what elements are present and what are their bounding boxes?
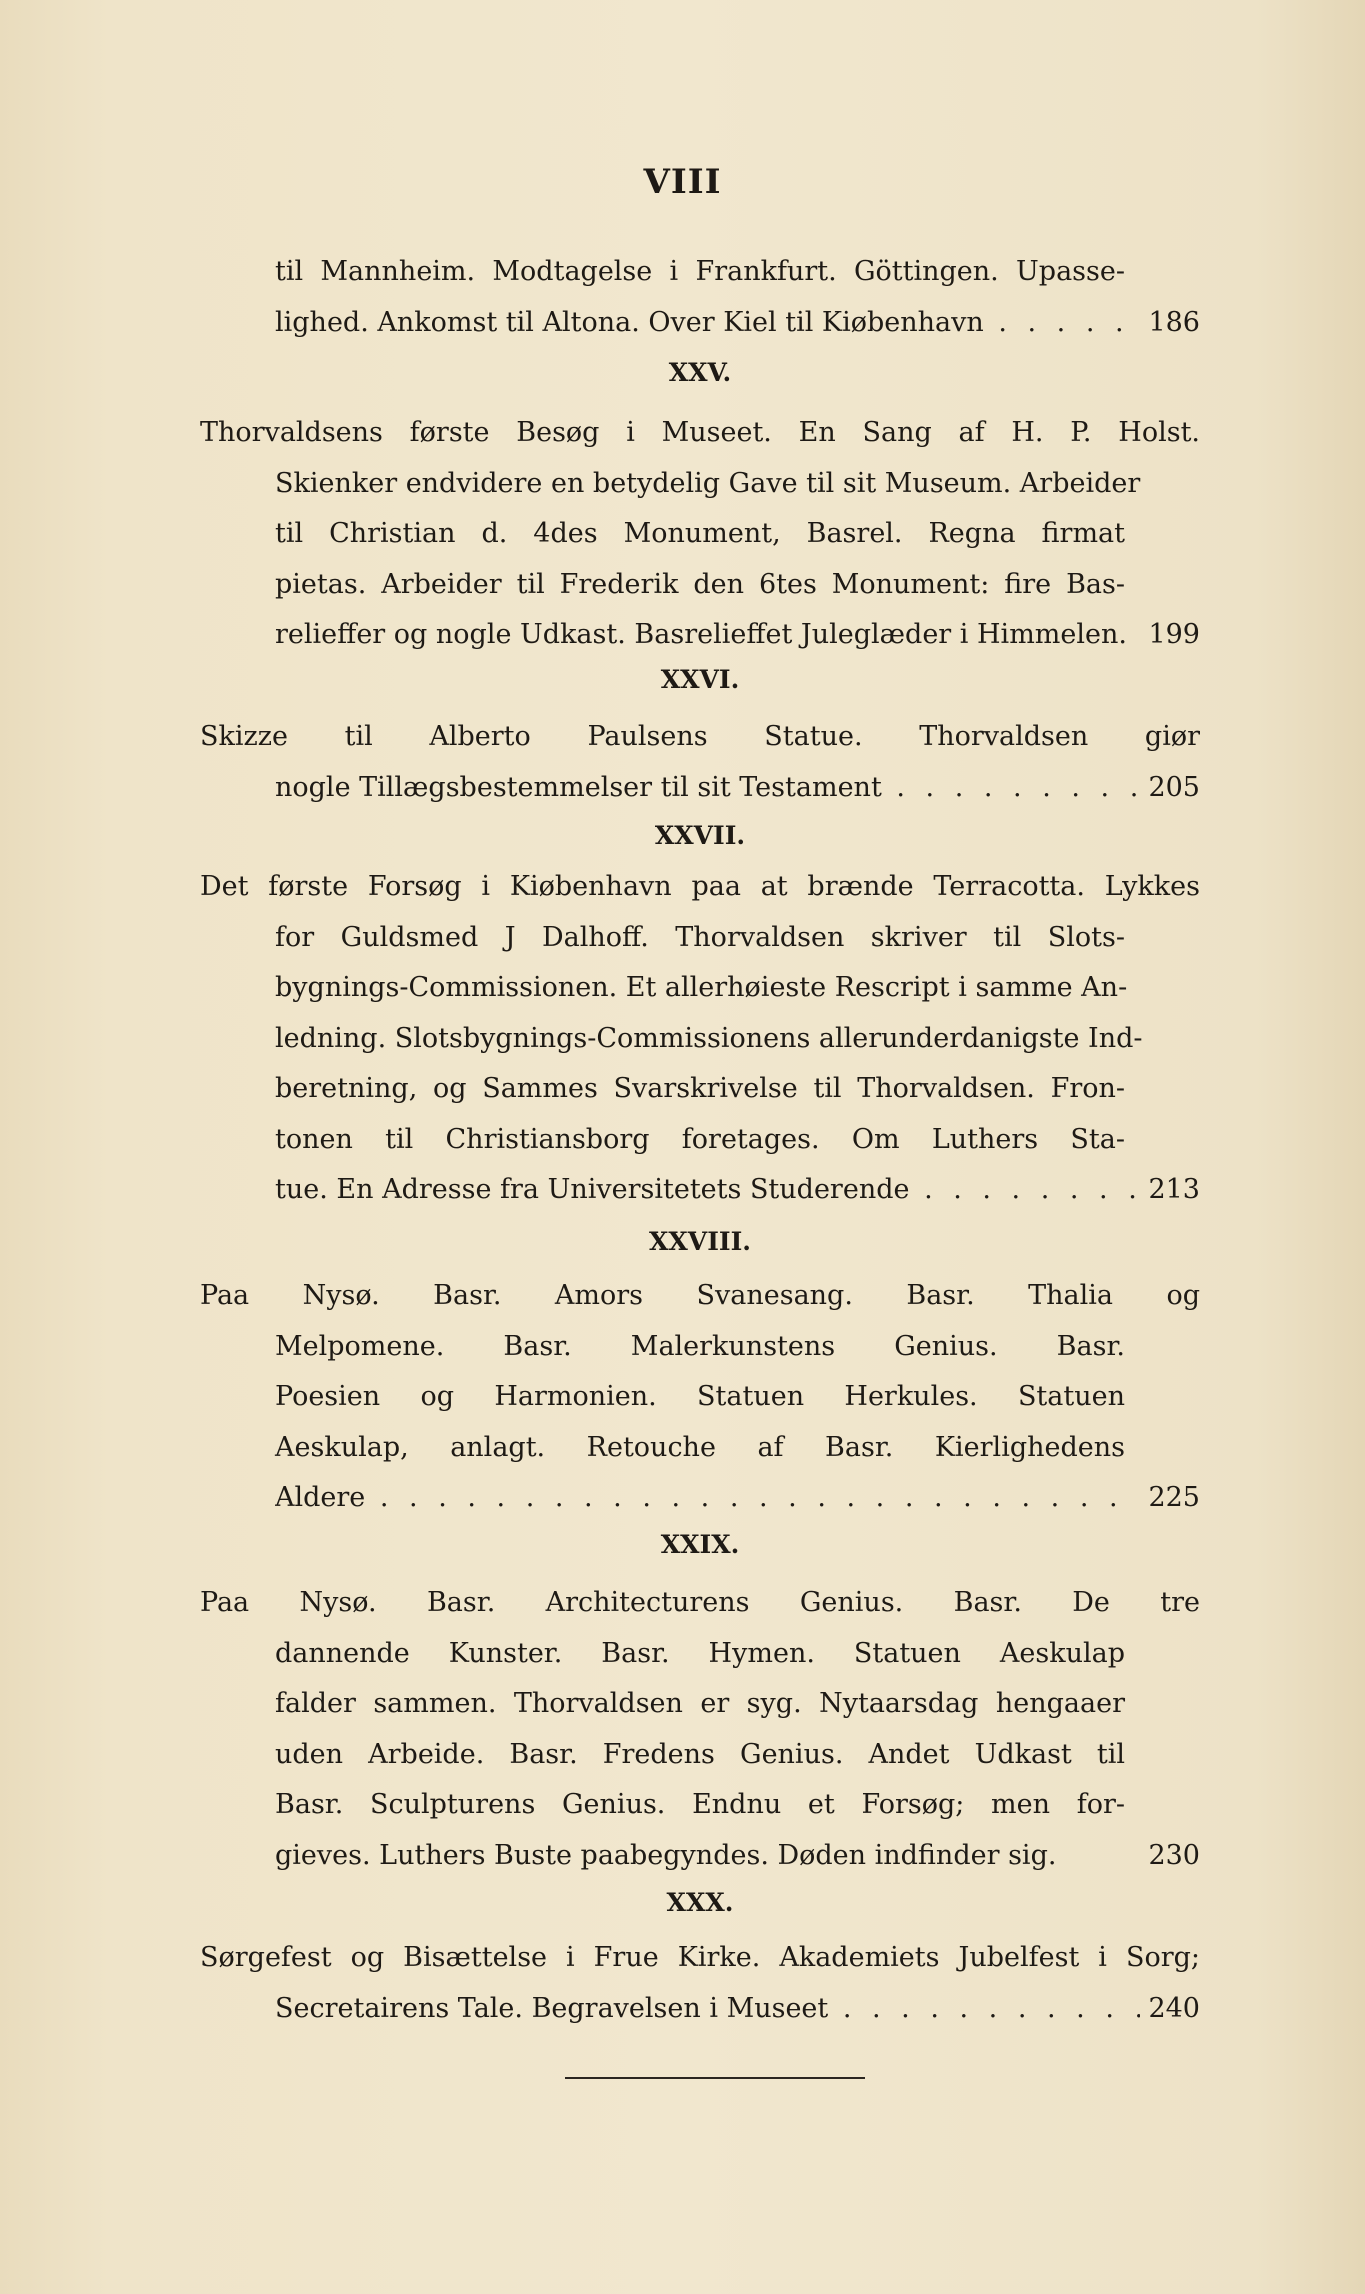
toc-line-last: relieffer og nogle Udkast. Basrelieffet Juleglæder i Himmelen. 199 [200, 610, 1200, 661]
toc-line: Skizze til Alberto Paulsens Statue. Thorvaldsen giør [200, 721, 1200, 752]
chapter-heading-xxvi: XXVI. [660, 665, 740, 694]
toc-entry-continued [200, 247, 1200, 348]
toc-entry-xxvii [200, 862, 1200, 1216]
toc-line: Aeskulap, anlagt. Retouche af Basr. Kierlighedens [275, 1431, 1125, 1463]
toc-page-ref: 199 [1148, 619, 1200, 650]
toc-line: til Christian d. 4des Monument, Basrel. Regna firmat [275, 518, 1125, 549]
toc-line: Paa Nysø. Basr. Architecturens Genius. Basr. De tre [200, 1587, 1200, 1618]
toc-line: pietas. Arbeider til Frederik den 6tes Monument: fire Bas- [275, 568, 1125, 600]
toc-line: bygnings-Commissionen. Et allerhøieste Rescript i samme An- [275, 972, 1128, 1003]
toc-line: Thorvaldsens første Besøg i Museet. En Sang af H. P. Holst. [200, 417, 1200, 448]
toc-line-last: gieves. Luthers Buste paabegyndes. Døden indfinder sig. 230 [200, 1831, 1200, 1882]
toc-entry-xxv [200, 408, 1200, 661]
toc-line: Skienker endvidere en betydelig Gave til sit Museum. Arbeider [275, 467, 1141, 499]
toc-line: falder sammen. Thorvaldsen er syg. Nytaarsdag hengaaer [275, 1688, 1125, 1719]
chapter-heading-xxvii: XXVII. [654, 821, 746, 850]
toc-line: tonen til Christiansborg foretages. Om Luthers Sta- [275, 1123, 1125, 1155]
toc-entry-xxix [200, 1578, 1200, 1881]
toc-line: Basr. Sculpturens Genius. Endnu et Forsøg; men for- [275, 1789, 1125, 1820]
toc-entry-xxvi [200, 712, 1200, 813]
toc-line-last: tue. En Adresse fra Universitetets Studerende . . . 213 [200, 1165, 1200, 1216]
toc-page-ref: 230 [1148, 1839, 1200, 1871]
toc-line: til Mannheim. Modtagelse i Frankfurt. Göttingen. Upasse- [275, 256, 1125, 287]
toc-page-ref: 186 [1148, 306, 1200, 338]
toc-line-last: lighed. Ankomst til Altona. Over Kiel til Kiøbenhavn . . . 186 [200, 298, 1200, 349]
toc-line: Det første Forsøg i Kiøbenhavn paa at brænde Terracotta. Lykkes [200, 871, 1200, 902]
toc-line-last: Secretairens Tale. Begravelsen i Museet . . . 240 [200, 1984, 1200, 2035]
page-number: VIII [643, 162, 722, 202]
chapter-heading-xxix: XXIX. [660, 1530, 740, 1559]
toc-line-last: nogle Tillægsbestemmelser til sit Testament . . . 205 [200, 763, 1200, 814]
toc-line: Poesien og Harmonien. Statuen Herkules. Statuen [275, 1381, 1125, 1412]
toc-line: beretning, og Sammes Svarskrivelse til Thorvaldsen. Fron- [275, 1073, 1125, 1104]
end-rule [565, 2077, 865, 2079]
toc-line: Sørgefest og Bisættelse i Frue Kirke. Akademiets Jubelfest i Sorg; [200, 1942, 1200, 1973]
toc-page-ref: 213 [1148, 1174, 1200, 1205]
toc-line: Paa Nysø. Basr. Amors Svanesang. Basr. Thalia og [200, 1280, 1200, 1311]
toc-line-last: Aldere . . . 225 [200, 1473, 1200, 1524]
toc-page-ref: 225 [1148, 1482, 1200, 1513]
toc-page-ref: 240 [1148, 1992, 1200, 2024]
toc-line: Melpomene. Basr. Malerkunstens Genius. Basr. [275, 1330, 1125, 1362]
toc-entry-xxx [200, 1933, 1200, 2034]
toc-line: ledning. Slotsbygnings-Commissionens allerunderdanigste Ind- [275, 1022, 1143, 1054]
chapter-heading-xxv: XXV. [668, 358, 732, 387]
chapter-heading-xxx: XXX. [666, 1888, 734, 1917]
chapter-heading-xxviii: XXVIII. [649, 1227, 751, 1256]
toc-page-ref: 205 [1148, 771, 1200, 803]
toc-line: dannende Kunster. Basr. Hymen. Statuen Aeskulap [275, 1637, 1125, 1669]
toc-line: for Guldsmed J Dalhoff. Thorvaldsen skriver til Slots- [275, 921, 1125, 953]
toc-line: uden Arbeide. Basr. Fredens Genius. Andet Udkast til [275, 1738, 1125, 1770]
toc-entry-xxviii [200, 1271, 1200, 1524]
